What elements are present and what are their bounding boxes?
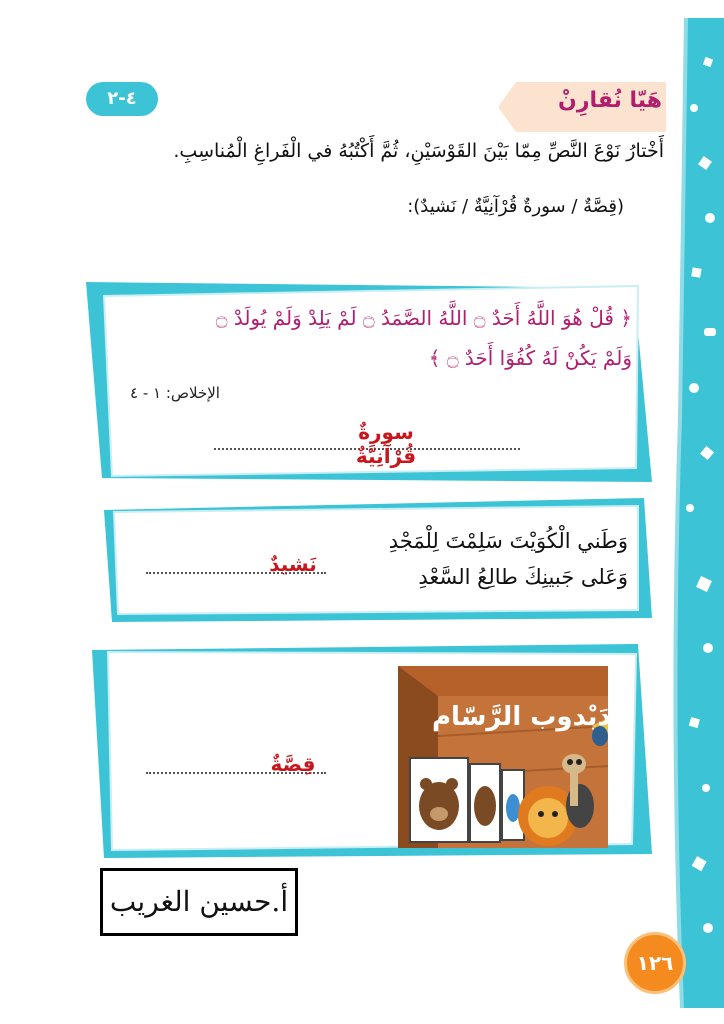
- answer-story: قِصَّةٌ: [270, 752, 316, 776]
- section-title: هَيّا نُقارِنْ: [558, 88, 662, 113]
- book-cover-illustration: [398, 666, 608, 848]
- poem-line-1: وَطَني الْكُوَيْتَ سَلِمْتَ لِلْمَجْدِ: [388, 529, 628, 553]
- poem-line-2: وَعَلى جَبينِكَ طالِعُ السَّعْدِ: [418, 565, 628, 589]
- quran-reference: الإخلاص: ١ - ٤: [130, 384, 220, 402]
- book-title: دَبْدوب الرَّسّام: [432, 702, 611, 732]
- lesson-number-badge: ٤-٢: [86, 82, 158, 116]
- answer-quran: سورةٌ قُرْآنِيَّةٌ: [355, 420, 417, 468]
- quran-verse-line-1: ﴿ قُلْ هُوَ اللَّهُ أَحَدٌ ۝ اللَّهُ الصَّمَدُ ۝ لَمْ يَلِدْ وَلَمْ يُولَدْ ۝: [215, 306, 632, 330]
- instruction-options: (قِصَّةٌ / سورةٌ قُرْآنِيَّةٌ / نَشيدٌ):: [407, 196, 624, 217]
- quran-verse-line-2: وَلَمْ يَكُنْ لَهُ كُفُوًا أَحَدٌ ۝ ﴾: [428, 346, 632, 370]
- answer-poem: نَشيدٌ: [269, 552, 317, 576]
- instruction-text: أَخْتارُ نَوْعَ النَّصِّ مِمّا بَيْنَ القَوْسَيْنِ، ثُمَّ أَكْتُبُهُ في الْفَراغِ الْمُناسِبِ.: [173, 140, 664, 162]
- page-number: ١٢٦: [624, 932, 686, 994]
- decorative-side-strip: [664, 18, 724, 1008]
- author-signature: أ.حسين الغريب: [100, 868, 298, 936]
